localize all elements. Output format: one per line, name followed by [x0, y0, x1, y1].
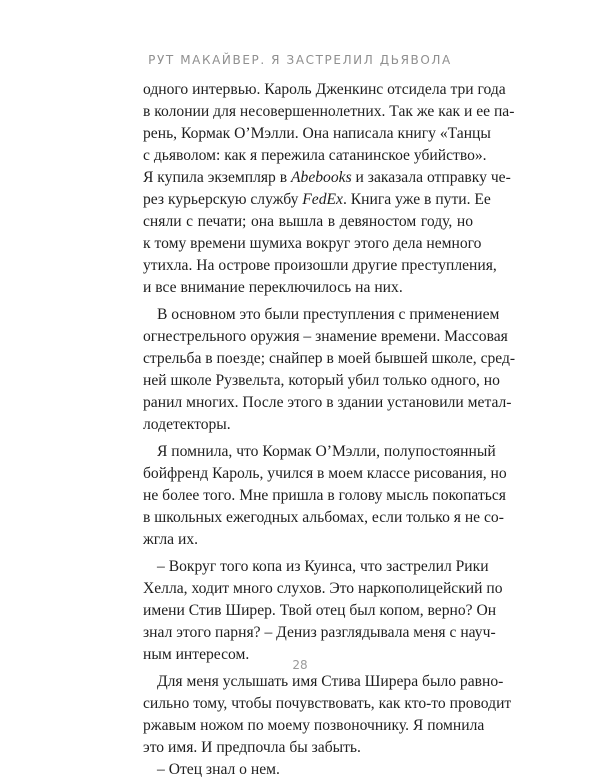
text-line: ней школе Рузвельта, который убил только одного, но — [143, 372, 500, 389]
text-line: стрельба в поезде; снайпер в моей бывшей школе, сред- — [143, 350, 516, 367]
text-line: с дьяволом: как я пережила сатанинское убийство». — [143, 147, 487, 164]
text-line: рень, Кормак О’Мэлли. Она написала книгу «Танцы — [143, 125, 491, 142]
text-line: В основном это были преступления с применением — [157, 306, 500, 323]
text-line: – Вокруг того копа из Куинса, что застрелил Рики — [157, 558, 489, 575]
text-line: утихла. На острове произошли другие преступления, — [143, 257, 497, 274]
text-line: бойфренд Кароль, учился в моем классе рисования, но — [143, 465, 507, 482]
text-line: имени Стив Ширер. Твой отец был копом, верно? Он — [143, 602, 497, 619]
text-line: Хелла, ходит много слухов. Это наркополицейский по — [143, 580, 503, 597]
text-line: ржавым ножом по моему позвоночнику. Я помнила — [143, 717, 485, 734]
text-line: лодетекторы. — [143, 416, 231, 433]
text-line: сняли с печати; она вышла в девяностом году, но — [143, 213, 473, 230]
text-line: жгла их. — [143, 531, 199, 548]
text-line: ранил многих. После этого в здании установили метал- — [143, 394, 512, 411]
text-line-with-italics: Я купила экземпляр в Abebooks и заказала отправку че- — [143, 169, 511, 186]
text-line: Для меня услышать имя Стива Ширера было равно- — [157, 673, 504, 690]
italic-fedex: FedEx — [302, 191, 343, 208]
text-line: и все внимание переключилось на них. — [143, 279, 403, 296]
text-line: – Отец знал о нем. — [157, 761, 280, 778]
text-line: знал этого парня? – Дениз разглядывала меня с науч- — [143, 624, 496, 641]
body-text — [143, 79, 516, 781]
text-line: не более того. Мне пришла в голову мысль покопаться — [143, 487, 506, 504]
text-line: к тому времени шумиха вокруг этого дела немного — [143, 235, 482, 252]
text-line: огнестрельного оружия – знамение времени. Массовая — [143, 328, 508, 345]
text-line: Я помнила, что Кормак О’Мэлли, полупостоянный — [157, 443, 496, 460]
text-line: в колонии для несовершеннолетних. Так же как и ее па- — [143, 103, 515, 120]
running-head: РУТ МАКАЙВЕР. Я ЗАСТРЕЛИЛ ДЬЯВОЛА — [148, 53, 452, 67]
text-line: в школьных ежегодных альбомах, если только я не со- — [143, 509, 504, 526]
text-line: это имя. И предпочла бы забыть. — [143, 739, 361, 756]
text-line: сильно тому, чтобы почувствовать, как кто-то проводит — [143, 695, 512, 712]
text-line: ным интересом. — [143, 646, 250, 663]
italic-abebooks: Abebooks — [291, 169, 352, 186]
text-line-with-italics: рез курьерскую службу FedEx. Книга уже в пути. Ее — [143, 191, 491, 208]
text-line: одного интервью. Кароль Дженкинс отсидела три года — [143, 81, 506, 98]
page-number: 28 — [292, 658, 308, 672]
